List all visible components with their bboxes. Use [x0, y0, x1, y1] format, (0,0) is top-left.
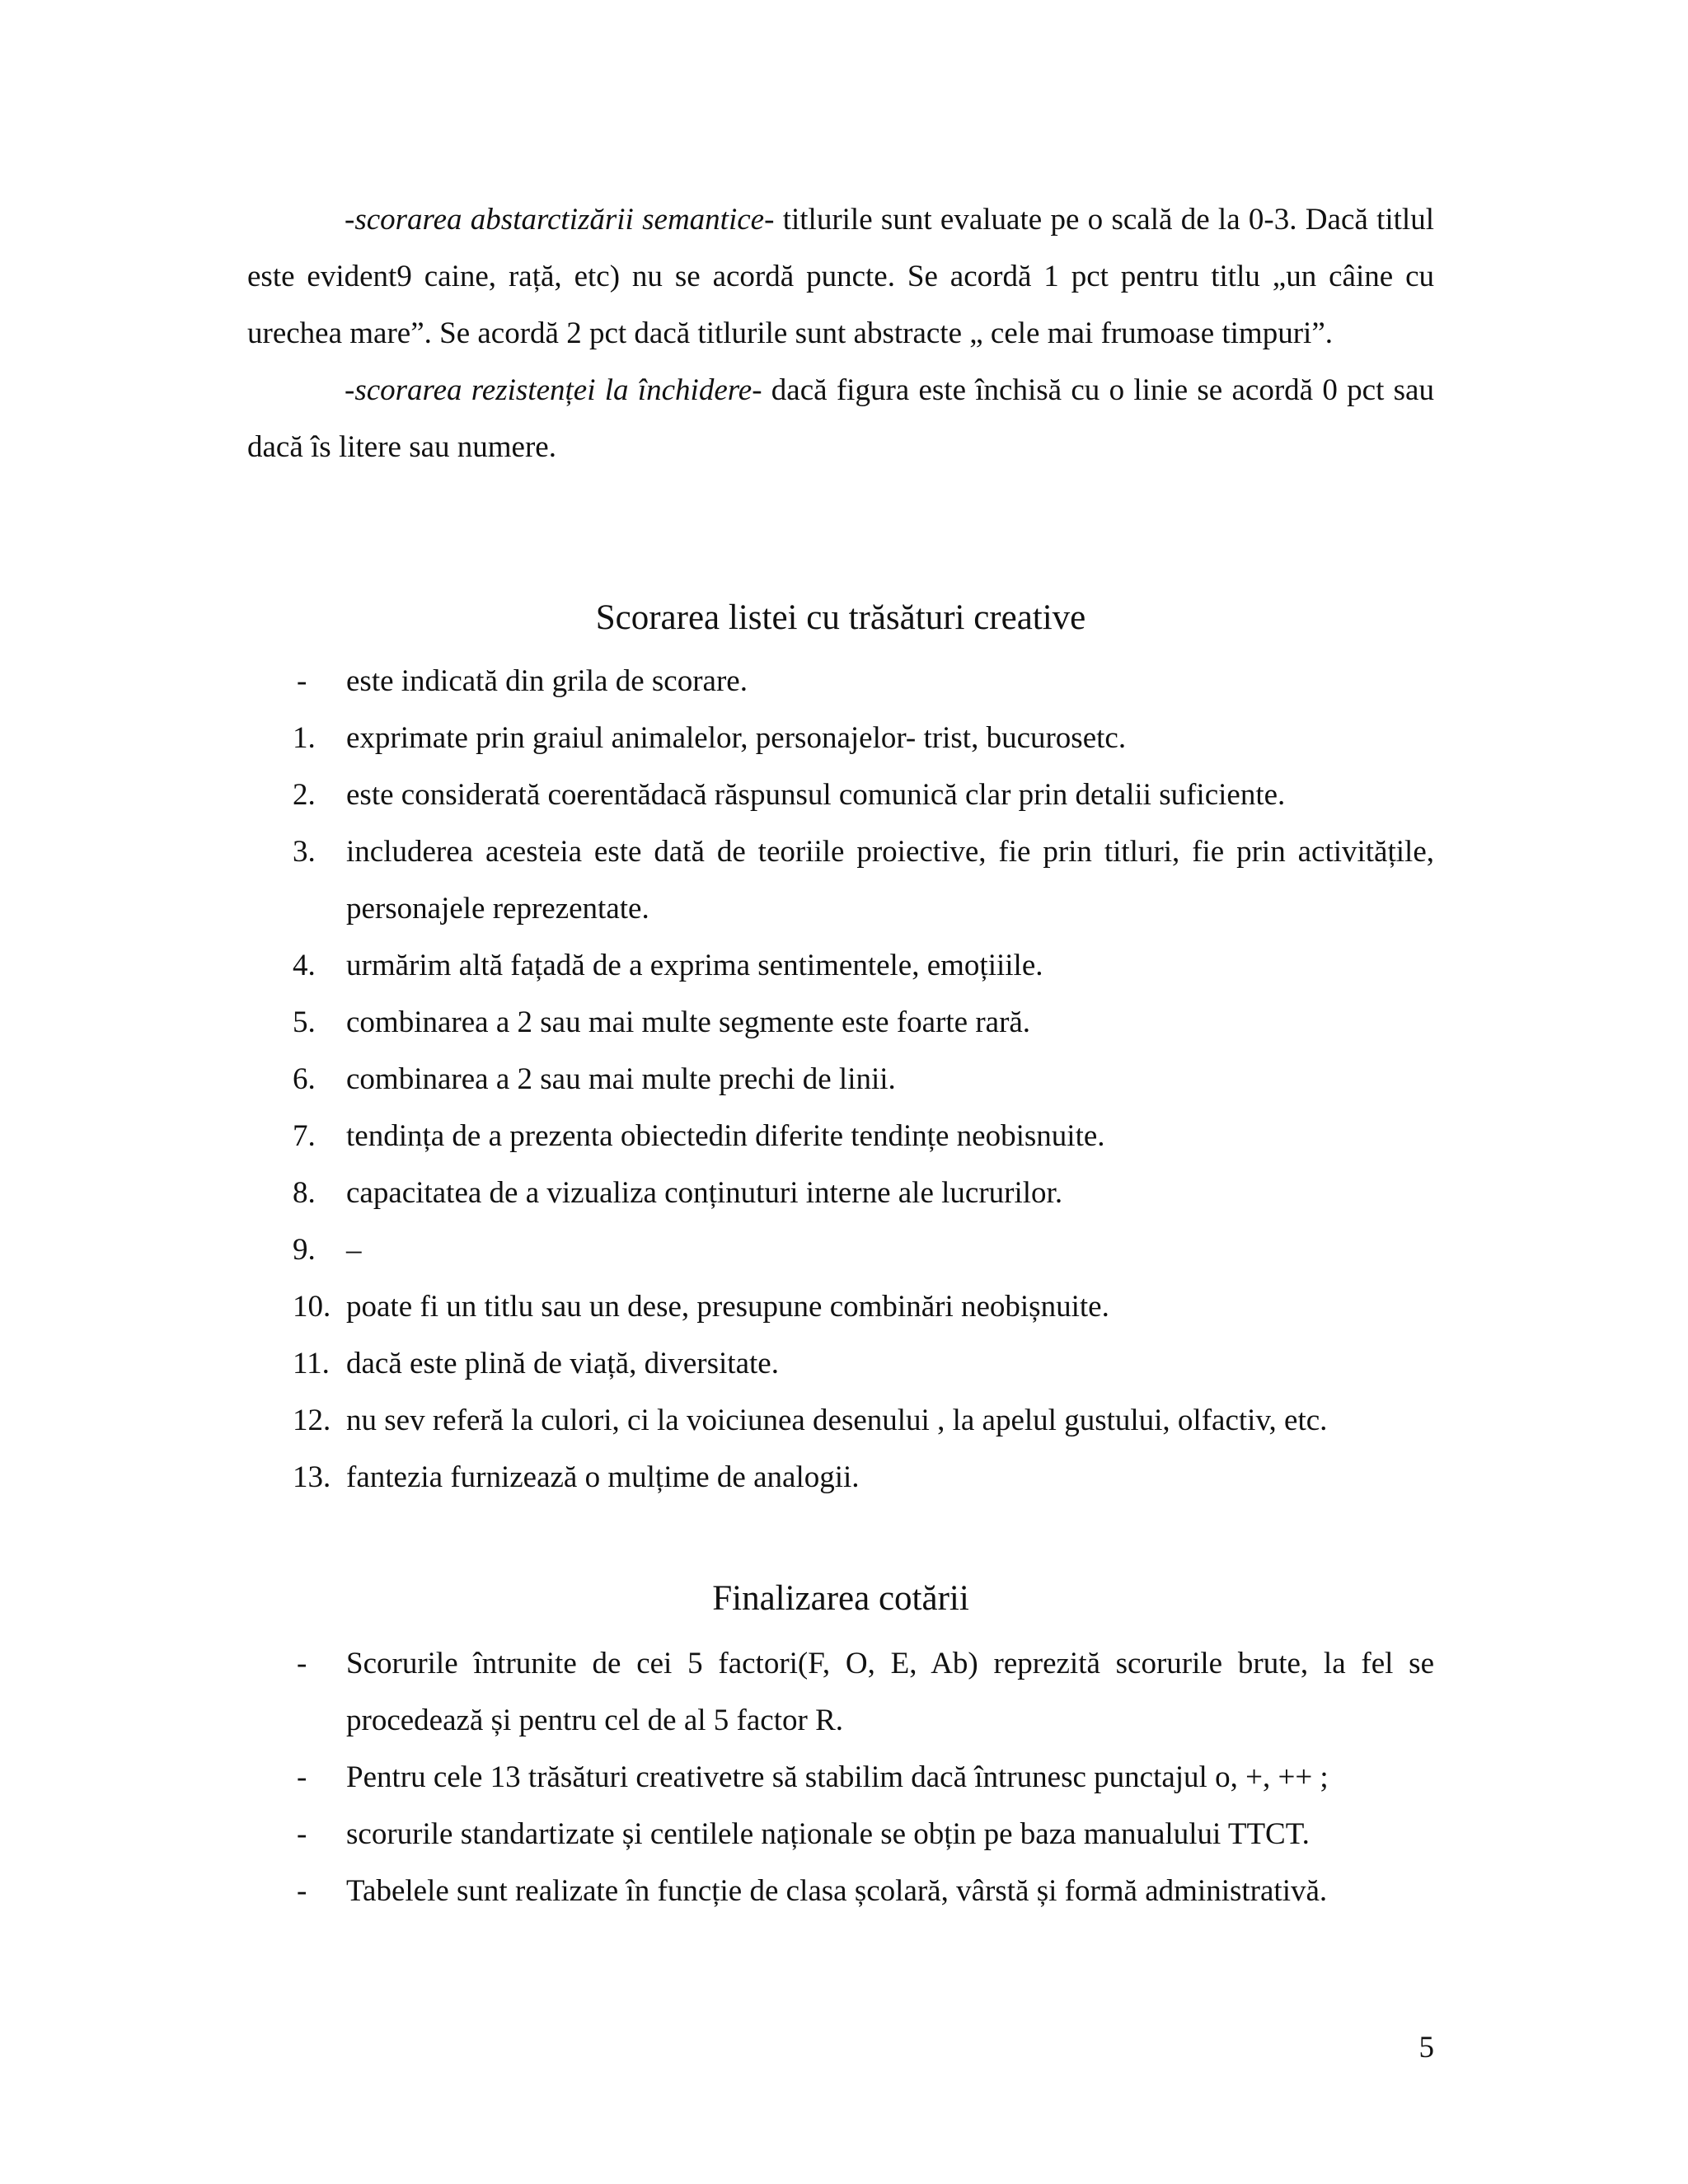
list-item-text: tendința de a prezenta obiectedin diferite tendințe neobisnuite.	[346, 1119, 1105, 1153]
list-item-marker: -	[297, 664, 307, 698]
list-item-text: Scorurile întrunite de cei 5 factori(F, O, E, Ab) reprezită scorurile brute, la fel se procedează și pentru cel de al 5 factor R.	[346, 1647, 1434, 1737]
list-item	[293, 1165, 1434, 1221]
list-item-text: nu sev referă la culori, ci la voiciunea desenului , la apelul gustului, olfactiv, etc.	[346, 1404, 1328, 1437]
list-item-marker: -	[297, 1874, 307, 1908]
paragraph-semantic-abstraction	[247, 191, 1434, 362]
list-item-text: Tabelele sunt realizate în funcție de clasa școlară, vârstă și formă administrativă.	[346, 1874, 1328, 1908]
list-item-text: capacitatea de a vizualiza conținuturi interne ale lucrurilor.	[346, 1176, 1063, 1210]
list-item	[293, 1278, 1434, 1335]
finalization-list	[293, 1635, 1434, 1919]
section-heading-creative-traits: Scorarea listei cu trăsături creative	[595, 598, 1086, 637]
section-heading-finalization: Finalizarea cotării	[712, 1579, 969, 1618]
list-item-marker: 1.	[293, 721, 316, 755]
list-item-text: combinarea a 2 sau mai multe prechi de linii.	[346, 1062, 896, 1096]
list-item-marker: 9.	[293, 1233, 316, 1267]
page-number: 5	[1418, 2031, 1434, 2064]
list-item	[293, 1051, 1434, 1108]
list-item	[293, 937, 1434, 994]
list-item	[293, 1635, 1434, 1749]
list-item	[293, 653, 1434, 710]
list-item-marker: 10.	[293, 1290, 331, 1324]
list-item-text: poate fi un titlu sau un dese, presupune combinări neobișnuite.	[346, 1290, 1109, 1324]
list-item	[293, 1749, 1434, 1806]
list-item-marker: 5.	[293, 1005, 316, 1039]
list-item	[293, 1335, 1434, 1392]
list-item-text: combinarea a 2 sau mai multe segmente este foarte rară.	[346, 1005, 1031, 1039]
list-item	[293, 1221, 1434, 1278]
list-item-marker: -	[297, 1647, 307, 1680]
list-item-text: exprimate prin graiul animalelor, personajelor- trist, bucurosetc.	[346, 721, 1127, 755]
list-item-marker: 8.	[293, 1176, 316, 1210]
list-item-text: fantezia furnizează o mulțime de analogii.	[346, 1460, 860, 1494]
list-item	[293, 1863, 1434, 1919]
paragraph-closure-resistance	[247, 362, 1434, 476]
list-item-marker: 7.	[293, 1119, 316, 1153]
list-item-marker: -	[297, 1760, 307, 1794]
list-item	[293, 710, 1434, 766]
list-item-marker: 4.	[293, 949, 316, 982]
list-item	[293, 1449, 1434, 1506]
list-item-text: includerea acesteia este dată de teoriile proiective, fie prin titluri, fie prin activitățile, personajele reprezentate.	[346, 835, 1434, 926]
list-item-marker: 11.	[293, 1347, 330, 1380]
list-item-text: dacă este plină de viață, diversitate.	[346, 1347, 779, 1380]
list-item-marker: 3.	[293, 835, 316, 869]
list-item	[293, 1806, 1434, 1863]
list-item-text: este considerată coerentădacă răspunsul comunică clar prin detalii suficiente.	[346, 778, 1286, 812]
paragraph-body: - titlurile sunt evaluate pe o scală de la 0-3. Dacă titlul este evident9 caine, rață, etc) nu se acordă puncte. Se acordă 1 pct pentru titlu „un câine cu urechea mare”. Se acordă 2 pct dacă titlurile sunt abstracte „ cele mai frumoase timpuri”.	[247, 203, 1434, 350]
document-page	[247, 0, 1434, 2184]
list-item-marker: -	[297, 1817, 307, 1851]
list-item-marker: 6.	[293, 1062, 316, 1096]
list-item	[293, 766, 1434, 823]
list-item-text: urmărim altă fațadă de a exprima sentimentele, emoțiiile.	[346, 949, 1043, 982]
paragraph-italic-lead: -scorarea rezistenței la închidere	[345, 373, 753, 407]
list-item	[293, 994, 1434, 1051]
list-item-text: scorurile standartizate și centilele naționale se obțin pe baza manualului TTCT.	[346, 1817, 1310, 1851]
list-item-marker: 2.	[293, 778, 316, 812]
list-item-marker: 12.	[293, 1404, 331, 1437]
list-item-text: este indicată din grila de scorare.	[346, 664, 748, 698]
list-item	[293, 1392, 1434, 1449]
list-item-text: –	[346, 1233, 362, 1267]
list-item	[293, 823, 1434, 937]
list-item-text: Pentru cele 13 trăsături creativetre să stabilim dacă întrunesc punctajul o, +, ++ ;	[346, 1760, 1329, 1794]
paragraph-italic-lead: -scorarea abstarctizării semantice	[345, 203, 765, 237]
paragraph-body: - dacă figura este închisă cu o linie se acordă 0 pct sau dacă îs litere sau numere.	[247, 373, 1434, 464]
creative-traits-list	[293, 653, 1434, 1506]
list-item-marker: 13.	[293, 1460, 331, 1494]
intro-section	[247, 191, 1434, 476]
list-item	[293, 1108, 1434, 1165]
